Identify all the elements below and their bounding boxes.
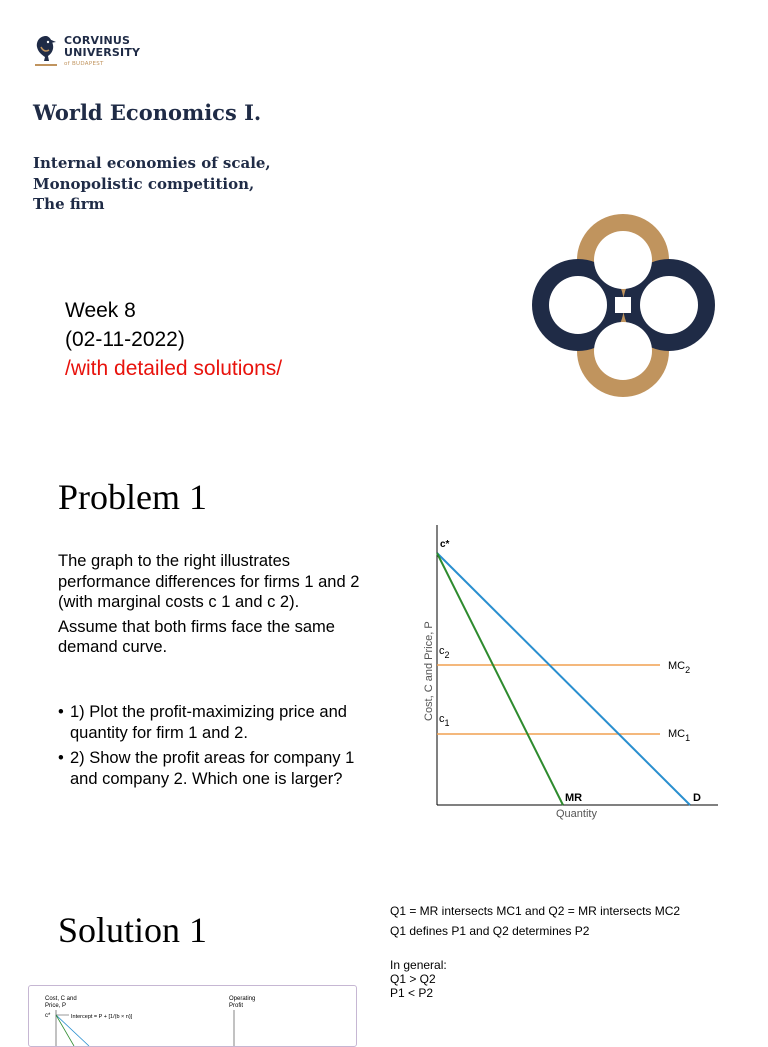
svg-text:Operating: Operating <box>229 996 256 1002</box>
problem-title: Problem 1 <box>58 477 207 517</box>
solution-p-relation: P1 < P2 <box>390 986 434 1000</box>
problem-paragraph: The graph to the right illustrates performance differences for firms 1 and 2 (with marginal costs c 1 and c 2). <box>58 552 360 611</box>
mr-label: MR <box>565 792 583 804</box>
topics-list <box>33 153 271 215</box>
week-block <box>65 296 282 383</box>
course-title: World Economics I. <box>33 100 262 125</box>
mc2-label: $MC_2$ <box>668 660 691 675</box>
d-label: D <box>693 792 701 804</box>
mr-line <box>437 553 563 805</box>
topic-item: Monopolistic competition, <box>33 174 255 193</box>
week-label: Week 8 <box>65 299 136 322</box>
corvinus-emblem-icon <box>531 212 716 398</box>
solution-title: Solution 1 <box>58 910 208 950</box>
svg-text:Intercept = P + [1/(b × n)]: Intercept = P + [1/(b × n)] <box>71 1014 133 1020</box>
c2-label: $c_2$ <box>439 645 450 660</box>
svg-text:Cost, C and: Cost, C and <box>45 996 77 1002</box>
y-axis-label: Cost, C and Price, P <box>423 621 435 721</box>
solution-general-label: In general: <box>390 958 447 972</box>
week-date: (02-11-2022) <box>65 328 185 351</box>
mc1-label: $MC_1$ <box>668 728 691 743</box>
topic-item: The firm <box>33 195 105 213</box>
problem-tasks <box>58 702 380 794</box>
task-item: • 1) Plot the profit-maximizing price and quantity for firm 1 and 2. <box>58 703 347 742</box>
corvinus-raven-logo-icon <box>33 33 59 69</box>
cstar-label: c* <box>440 539 450 550</box>
solution-q-relation: Q1 > Q2 <box>390 972 436 986</box>
problem-description <box>58 551 378 662</box>
demand-line <box>437 553 690 805</box>
svg-text:c*: c* <box>45 1013 51 1019</box>
svg-text:Profit: Profit <box>229 1003 244 1009</box>
x-axis-label: Quantity <box>556 808 597 820</box>
svg-text:Price, P: Price, P <box>45 1003 67 1009</box>
solution-line: Q1 = MR intersects MC1 and Q2 = MR intersects MC2 <box>390 904 681 918</box>
solution-text <box>390 902 680 1000</box>
problem-paragraph: Assume that both firms face the same demand curve. <box>58 617 335 656</box>
cost-price-graph <box>420 523 720 828</box>
topic-item: Internal economies of scale, <box>33 154 271 172</box>
week-note: /with detailed solutions/ <box>65 357 283 380</box>
solution-line: Q1 defines P1 and Q2 determines P2 <box>390 923 590 938</box>
solution-graph-thumbnail <box>28 985 357 1047</box>
university-name: CORVINUS UNIVERSITY <box>64 34 141 59</box>
university-city: of BUDAPEST <box>64 61 104 67</box>
c1-label: $c_1$ <box>439 713 450 728</box>
task-item: • 2) Show the profit areas for company 1 and company 2. Which one is larger? <box>58 749 355 788</box>
